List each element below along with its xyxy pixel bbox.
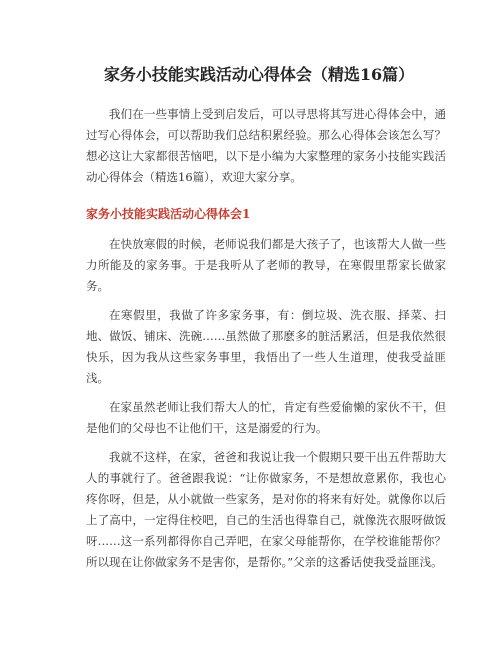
section-heading: 家务小技能实践活动心得体会1 [86,207,251,221]
body-paragraph-4: 我就不这样，在家，爸爸和我说让我一个假期只要干出五件帮助大人的事就行了。爸爸跟我说：“让你做家务，不是想故意累你，我也心疼你呀，但是，从小就做一些家务，是对你的将来有好处。就像你以后上了高中，一定得住校吧，自己的生活也得靠自己，就像洗衣服呀做饭呀……这一系列都得你自己弄吧，在家父母能帮你，在学校谁能帮你？所以现在让你做家务不是害你，是帮你。”父亲的这番话使我受益匪浅。 [86,450,446,569]
intro-paragraph: 我们在一些事情上受到启发后，可以寻思将其写进心得体会中，通过写心得体会，可以帮助我们总结积累经验。那么心得体会该怎么写？想必这让大家都很苦恼吧，以下是小编为大家整理的家务小技能实践活动心得体会（精选16篇），欢迎大家分享。 [86,107,446,184]
body-paragraph-3: 在家虽然老师让我们帮大人的忙，肯定有些爱偷懒的家伙不干，但是他们的父母也不让他们干，这是溺爱的行为。 [86,400,446,435]
body-paragraph-2: 在寒假里，我做了许多家务事，有：倒垃圾、洗衣服、择菜、扫地、做饭、铺床、洗碗……虽然做了那麽多的脏活累活，但是我依然很快乐，因为我从这些家务事里，我悟出了一些人生道理，使我受益匪浅。 [86,308,446,385]
body-paragraph-1: 在快放寒假的时候，老师说我们都是大孩子了，也该帮大人做一些力所能及的家务事。于是我听从了老师的教导，在寒假里帮家长做家务。 [86,237,446,293]
document-title: 家务小技能实践活动心得体会（精选16篇） [103,65,415,84]
